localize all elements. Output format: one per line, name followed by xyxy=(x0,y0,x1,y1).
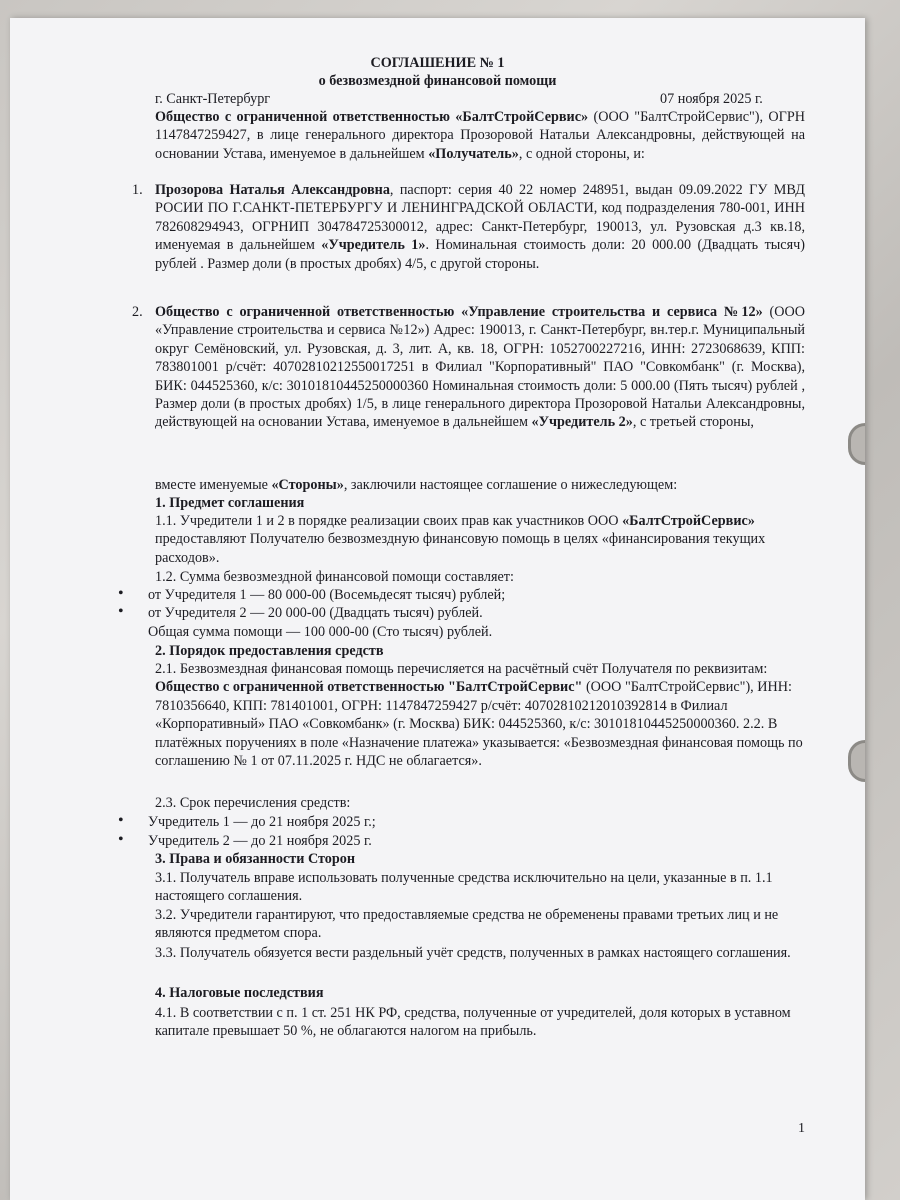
list-item: от Учредителя 2 — 20 000-00 (Двадцать тысяч) рублей. xyxy=(148,605,483,621)
founder-1-paragraph xyxy=(155,181,805,273)
section-2-heading: 2. Порядок предоставления средств xyxy=(155,643,384,659)
founder-2-name: Общество с ограниченной ответственностью «Управление строительства и сервиса №12» xyxy=(155,304,763,320)
document-page xyxy=(10,18,865,1200)
clause-3-2: 3.2. Учредители гарантируют, что предоставляемые средства не обременены правами третьих лиц и не являются предметом спора. xyxy=(155,907,779,942)
list-item: Учредитель 1 — до 21 ноября 2025 г.; xyxy=(148,814,376,830)
section-4-heading: 4. Налоговые последствия xyxy=(155,985,324,1001)
list-item: Учредитель 2 — до 21 ноября 2025 г. xyxy=(148,833,372,849)
document-title: СОГЛАШЕНИЕ № 1 xyxy=(370,55,505,71)
recipient-tail: , с одной стороны, и: xyxy=(518,145,645,162)
clause-2-3: 2.3. Срок перечисления средств: xyxy=(155,795,351,811)
founder-2-tail: , с третьей стороны, xyxy=(632,414,754,431)
section-1-1 xyxy=(155,512,805,567)
list-number: 2. xyxy=(132,304,143,320)
bullet-dot: • xyxy=(118,812,124,829)
city: г. Санкт-Петербург xyxy=(155,91,271,107)
founder-1-name: Прозорова Наталья Александровна xyxy=(155,182,390,198)
section-1-heading: 1. Предмет соглашения xyxy=(155,495,305,511)
bullet-dot: • xyxy=(118,603,124,620)
clause-1-1-pre: 1.1. Учредители 1 и 2 в порядке реализации своих прав как участников ООО xyxy=(155,513,619,529)
date: 07 ноября 2025 г. xyxy=(660,91,763,107)
founder-2-text: (ООО «Управление строительства и сервиса №12») Адрес: 190013, г. Санкт-Петербург, вн.тер.г. Муниципальный округ Семёновский, ул. Рузовская, д. 3, лит. А, кв. 18, ОГРН: 1052700227216, ИНН: 2723068639, КПП: 783801001 р/счёт: 40702810212550017251 в Филиал "Корпоративный" ПАО "Совкомбанк" (г. Москва), БИК: 044525360, к/с: 30101810445250000360 Номинальная стоимость доли: 5 000.00 (Пять тысяч) рублей , Размер доли (в простых дробях) 1/5, в лице генерального директора Прозоровой Натальи Александровны, действующей на основании Устава, именуемое в дальнейшем xyxy=(155,304,805,431)
clause-1-1-post: предоставляют Получателю безвозмездную финансовую помощь в целях «финансирования текущих расходов». xyxy=(155,531,766,566)
bullet-dot: • xyxy=(118,831,124,848)
founder-2-paragraph xyxy=(155,303,805,432)
recipient-alias: «Получатель» xyxy=(428,145,519,162)
binder-ring xyxy=(848,740,865,782)
recipient-text: (ООО "БалтСтройСервис"), ОГРН 1147847259427, в лице генерального директора Прозоровой Натальи Александровны, действующей на основании Устава, именуемое в дальнейшем xyxy=(155,109,806,162)
clause-3-3: 3.3. Получатель обязуется вести раздельный учёт средств, полученных в рамках настоящего соглашения. xyxy=(155,945,791,961)
page-number: 1 xyxy=(798,1120,805,1136)
list-item: от Учредителя 1 — 80 000-00 (Восемьдесят тысяч) рублей; xyxy=(148,587,506,603)
section-2-1 xyxy=(155,660,805,770)
clause-1-2: 1.2. Сумма безвозмездной финансовой помощи составляет: xyxy=(155,569,514,585)
clause-2-1-post: (ООО "БалтСтройСервис"), ИНН: 7810356640, КПП: 781401001, ОГРН: 1147847259427 р/счёт: 40702810212010392814 в Филиал «Корпоративный» ПАО «Совкомбанк» (г. Москва) БИК: 044525360, к/с: 30101810445250000360. 2.2. В платёжных поручениях в поле «Назначение платежа» указывается: «Безвозмездная финансовая помощь по соглашению № 1 от 07.11.2025 г. НДС не облагается». xyxy=(155,679,803,770)
parties-post: , заключили настоящее соглашение о нижеследующем: xyxy=(343,477,678,493)
founder-1-tail: . Номинальная стоимость доли: 20 000.00 (Двадцать тысяч) рублей . Размер доли (в простых дробях) 4/5, с другой стороны. xyxy=(155,237,805,272)
parties-line xyxy=(155,476,677,494)
clause-3-1: 3.1. Получатель вправе использовать полученные средства исключительно на цели, указанные в п. 1.1 настоящего соглашения. xyxy=(155,870,773,905)
document-subtitle: о безвозмездной финансовой помощи xyxy=(318,73,557,89)
founder-2-alias: «Учредитель 2» xyxy=(531,414,633,431)
bullet-dot: • xyxy=(118,585,124,602)
clause-1-1-company: «БалтСтройСервис» xyxy=(622,513,755,529)
binder-ring xyxy=(848,423,865,465)
recipient-paragraph xyxy=(155,108,805,163)
list-number: 1. xyxy=(132,182,143,198)
founder-1-alias: «Учредитель 1» xyxy=(321,237,426,254)
parties-pre: вместе именуемые xyxy=(155,477,268,493)
section-3-heading: 3. Права и обязанности Сторон xyxy=(155,851,356,867)
founder-1-text: , паспорт: серия 40 22 номер 248951, выдан 09.09.2022 ГУ МВД РОСИИ ПО Г.САНКТ-ПЕТЕРБУРГУ И ЛЕНИНГРАДСКОЙ ОБЛАСТИ, код подразделения 780-001, ИНН 782608294943, ОГРНИП 304784725300012, адрес: Санкт-Петербург, 190013, ул. Рузовская д.3 кв.18, именуемая в дальнейшем xyxy=(155,182,805,254)
clause-2-1-company: Общество с ограниченной ответственностью "БалтСтройСервис" xyxy=(155,679,583,696)
clause-2-1-pre: 2.1. Безвозмездная финансовая помощь перечисляется на расчётный счёт Получателя по реквизитам: xyxy=(155,661,768,677)
recipient-name: Общество с ограниченной ответственностью «БалтСтройСервис» xyxy=(155,109,589,125)
parties-alias: «Стороны» xyxy=(271,477,344,493)
clause-4-1: 4.1. В соответствии с п. 1 ст. 251 НК РФ, средства, полученные от учредителей, доля которых в уставном капитале превышает 50 %, не облагаются налогом на прибыль. xyxy=(155,1005,791,1040)
total-amount: Общая сумма помощи — 100 000-00 (Сто тысяч) рублей. xyxy=(148,624,493,640)
